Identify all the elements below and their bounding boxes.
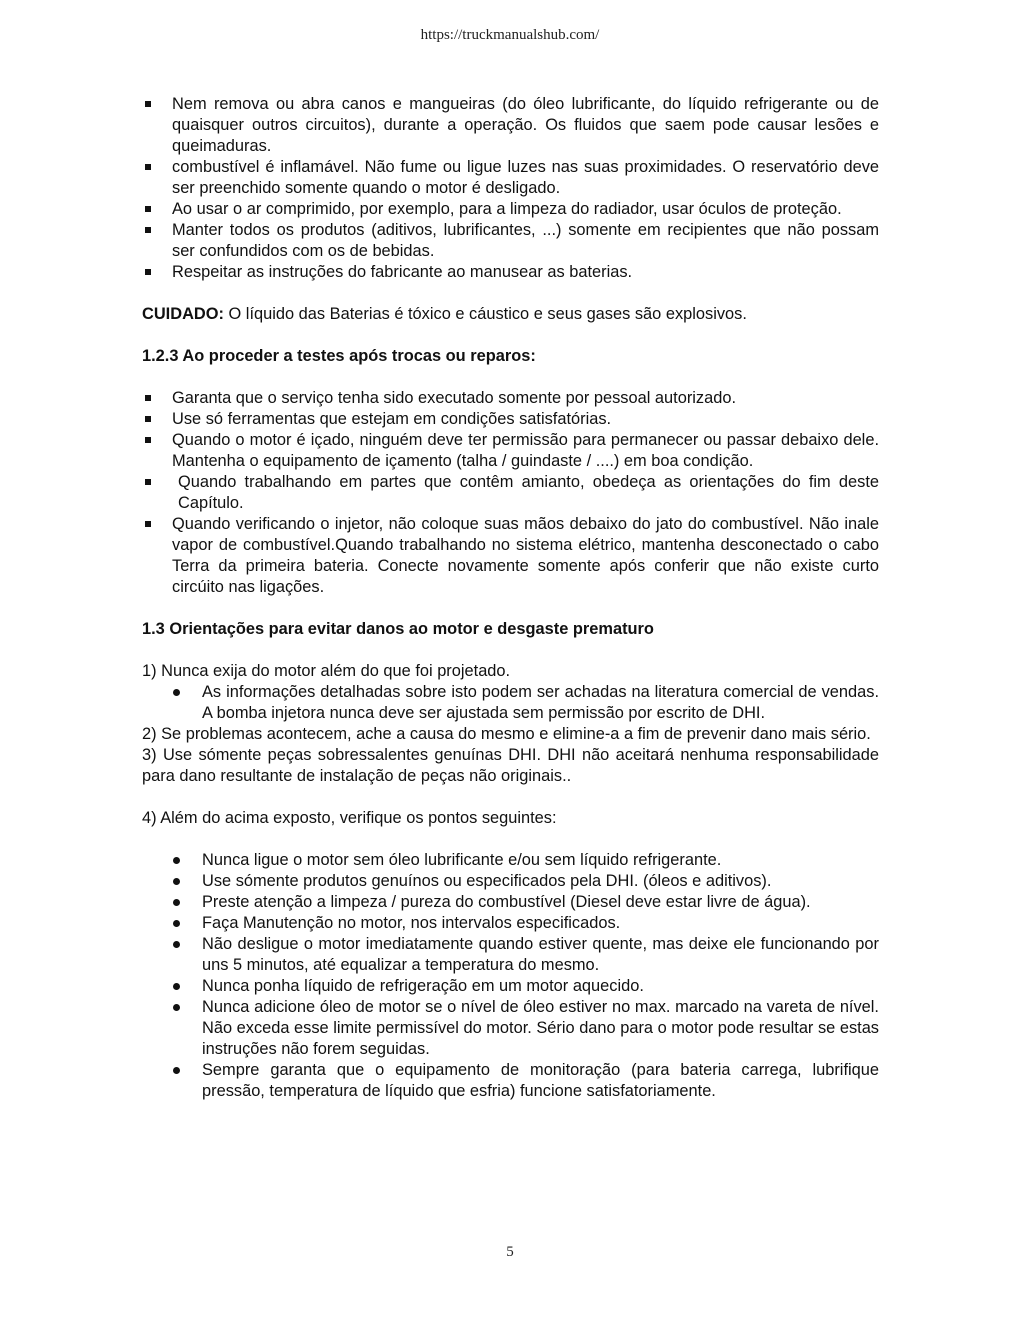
list-item: Quando o motor é içado, ninguém deve ter permissão para permanecer ou passar debaixo dele. Mantenha o equipamento de içamento (talha / guindaste / ....) em boa condição. (142, 430, 879, 472)
list-item: Quando verificando o injetor, não coloque suas mãos debaixo do jato do combustível. Não inale vapor de combustível.Quando trabalhando no sistema elétrico, mantenha desconectado o cabo Terra da primeira bateria. Conecte novamente somente após conferir que não existe curto circúito nas ligações. (142, 514, 879, 598)
numbered-item-1: 1) Nunca exija do motor além do que foi projetado. (142, 662, 511, 680)
page-number: 5 (506, 1244, 514, 1260)
numbered-item-4: 4) Além do acima exposto, verifique os pontos seguintes: (142, 809, 557, 827)
caution-label: CUIDADO: (142, 305, 224, 323)
list-item: Nunca ponha líquido de refrigeração em um motor aquecido. (142, 976, 879, 997)
list-item: As informações detalhadas sobre isto podem ser achadas na literatura comercial de vendas. A bomba injetora nunca deve ser ajustada sem permissão por escrito de DHI. (142, 682, 879, 724)
list-item: Use só ferramentas que estejam em condições satisfatórias. (142, 409, 879, 430)
list-item: Nem remova ou abra canos e mangueiras (do óleo lubrificante, do líquido refrigerante ou de quaisquer outros circuitos), durante a operação. Os fluidos que saem pode causar lesões e queimaduras. (142, 94, 879, 157)
list-item: Respeitar as instruções do fabricante ao manusear as baterias. (142, 262, 879, 283)
list-item: Nunca ligue o motor sem óleo lubrificante e/ou sem líquido refrigerante. (142, 850, 879, 871)
numbered-item-3: 3) Use sómente peças sobressalentes genuínas DHI. DHI não aceitará nenhuma responsabilidade para dano resultante de instalação de peças não originais.. (142, 746, 879, 785)
list-item: combustível é inflamável. Não fume ou ligue luzes nas suas proximidades. O reservatório deve ser preenchido somente quando o motor é desligado. (142, 157, 879, 199)
list-item: Garanta que o serviço tenha sido executado somente por pessoal autorizado. (142, 388, 879, 409)
caution-text: O líquido das Baterias é tóxico e cáustico e seus gases são explosivos. (223, 305, 747, 323)
section-heading-1-2-3: 1.2.3 Ao proceder a testes após trocas ou reparos: (142, 347, 536, 365)
numbered-item-2: 2) Se problemas acontecem, ache a causa do mesmo e elimine-a a fim de prevenir dano mais sério. (142, 725, 871, 743)
list-item: Quando trabalhando em partes que contêm amianto, obedeça as orientações do fim deste Capítulo. (142, 472, 879, 514)
list-item: Use sómente produtos genuínos ou especificados pela DHI. (óleos e aditivos). (142, 871, 879, 892)
header-url: https://truckmanualshub.com/ (420, 27, 600, 43)
list-item: Faça Manutenção no motor, nos intervalos especificados. (142, 913, 879, 934)
list-item: Não desligue o motor imediatamente quando estiver quente, mas deixe ele funcionando por uns 5 minutos, até equalizar a temperatura do mesmo. (142, 934, 879, 976)
list-item: Sempre garanta que o equipamento de monitoração (para bateria carrega, lubrifique pressão, temperatura de líquido que esfria) funcione satisfatoriamente. (142, 1060, 879, 1102)
item4-bullets (142, 850, 879, 1102)
testing-list (142, 388, 879, 598)
item1-bullets (142, 682, 879, 724)
safety-list (142, 94, 879, 283)
list-item: Ao usar o ar comprimido, por exemplo, para a limpeza do radiador, usar óculos de proteção. (142, 199, 879, 220)
list-item: Manter todos os produtos (aditivos, lubrificantes, ...) somente em recipientes que não possam ser confundidos com os de bebidas. (142, 220, 879, 262)
list-item: Preste atenção a limpeza / pureza do combustível (Diesel deve estar livre de água). (142, 892, 879, 913)
caution-paragraph (142, 304, 879, 325)
document-body (142, 94, 879, 1102)
section-heading-1-3: 1.3 Orientações para evitar danos ao motor e desgaste prematuro (142, 620, 654, 638)
list-item: Nunca adicione óleo de motor se o nível de óleo estiver no max. marcado na vareta de nível. Não exceda esse limite permissível do motor. Sério dano para o motor pode resultar se estas instruções não forem seguidas. (142, 997, 879, 1060)
